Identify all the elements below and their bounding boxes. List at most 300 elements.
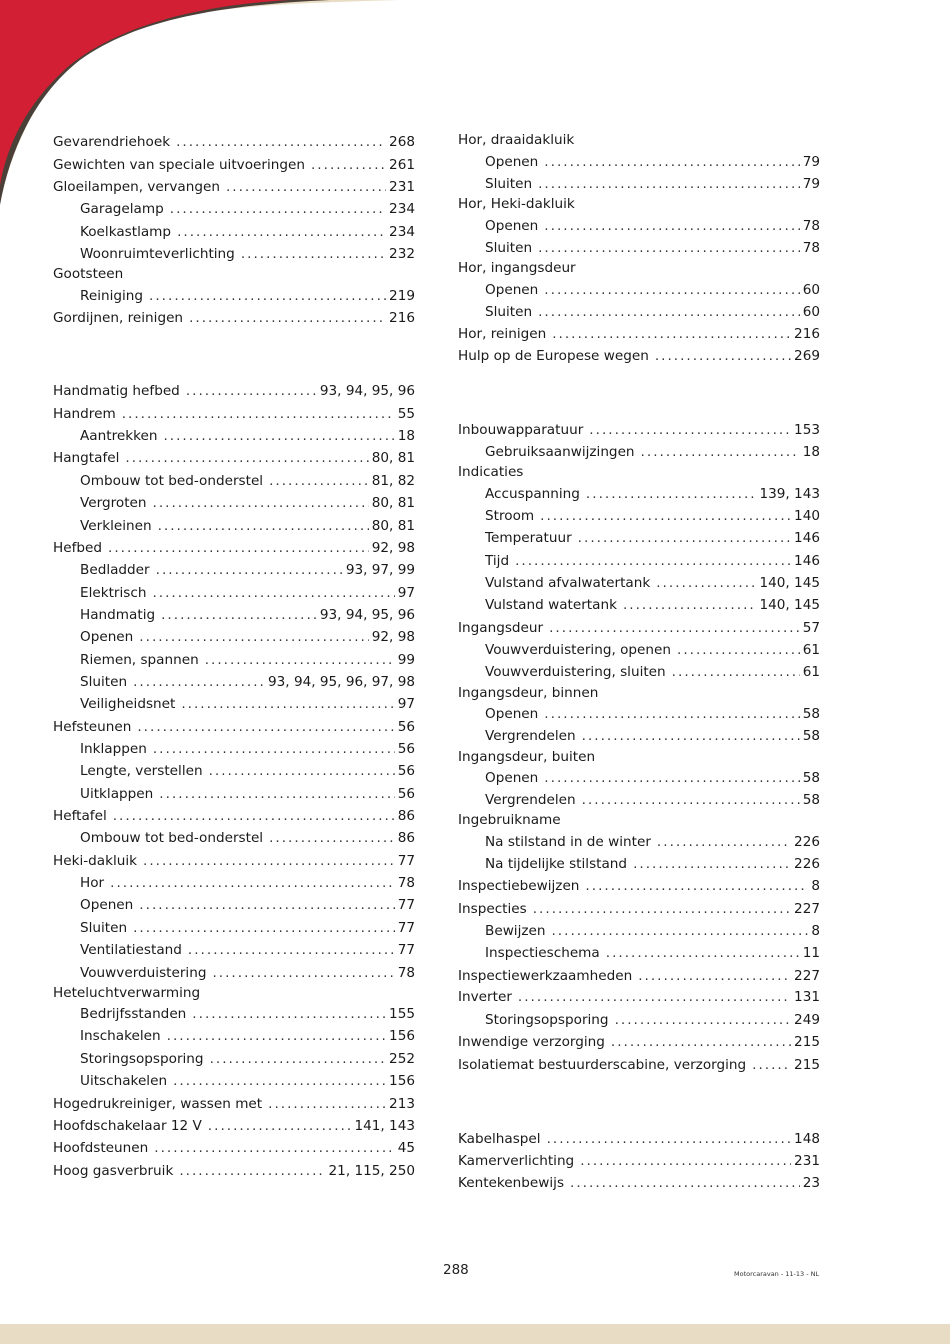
entry-label: Vulstand afvalwatertank [485,575,651,591]
entry-page-ref[interactable]: 86 [397,808,415,824]
entry-label: Storingsopsporing [80,1051,204,1067]
entry-page-ref[interactable]: 93, 94, 95, 96, 97, 98 [268,674,415,690]
index-entry [53,1093,415,1115]
dot-leader [656,572,756,594]
entry-label: Openen [80,897,134,913]
index-entry [458,746,820,768]
entry-page-ref[interactable]: 86 [397,830,415,846]
index-subentry [458,505,820,527]
dot-leader [515,550,791,572]
index-subentry [53,783,415,805]
dot-leader [226,176,386,198]
index-subentry [458,527,820,549]
index-entry [53,131,415,153]
entry-page-ref[interactable]: 216 [389,310,415,326]
index-entry [53,380,415,402]
entry-page-ref[interactable]: 93, 97, 99 [345,562,415,578]
entry-page-ref[interactable]: 153 [794,422,820,438]
entry-page-ref[interactable]: 18 [397,428,415,444]
entry-page-ref[interactable]: 155 [389,1006,415,1022]
index-subentry [53,894,415,916]
entry-page-ref[interactable]: 252 [389,1051,415,1067]
dot-leader [153,492,369,514]
entry-label: Hangtafel [53,450,120,466]
dot-leader [212,962,394,984]
dot-leader [533,898,791,920]
dot-leader [167,1025,386,1047]
entry-page-ref[interactable]: 57 [802,620,820,636]
entry-label: Hor [80,875,105,891]
dot-leader [311,154,386,176]
entry-label: Hor, Heki-dakluik [458,196,575,212]
index-subentry [458,441,820,463]
entry-label: Ventilatiestand [80,942,182,958]
entry-page-ref[interactable]: 77 [397,897,415,913]
entry-page-ref[interactable]: 140 [794,508,820,524]
dot-leader [269,470,369,492]
index-entry [53,850,415,872]
dot-leader [585,875,808,897]
entry-page-ref[interactable]: 99 [397,652,415,668]
index-subentry [53,285,415,307]
index-entry [458,323,820,345]
entry-label: Inschakelen [80,1028,161,1044]
entry-page-ref[interactable]: 18 [802,444,820,460]
entry-label: Bedrijfsstanden [80,1006,187,1022]
entry-label: Inspecties [458,901,527,917]
entry-page-ref[interactable]: 215 [794,1057,820,1073]
entry-label: Sluiten [80,674,128,690]
entry-page-ref[interactable]: 58 [802,706,820,722]
index-subentry [53,939,415,961]
entry-label: Openen [485,282,539,298]
dot-leader [544,703,799,725]
entry-label: Vergrendelen [485,792,576,808]
entry-page-ref[interactable]: 55 [397,406,415,422]
index-subentry [458,725,820,747]
dot-leader [241,243,386,265]
entry-label: Accuspanning [485,486,580,502]
entry-page-ref[interactable]: 58 [802,770,820,786]
index-entry [53,154,415,176]
entry-label: Ombouw tot bed-onderstel [80,830,264,846]
entry-page-ref[interactable]: 234 [389,224,415,240]
index-subentry [53,470,415,492]
entry-page-ref[interactable]: 156 [389,1028,415,1044]
index-subentry [53,649,415,671]
entry-page-ref[interactable]: 78 [397,875,415,891]
entry-page-ref[interactable]: 216 [794,326,820,342]
dot-leader [137,716,394,738]
index-subentry [458,703,820,725]
entry-label: Hoofdschakelaar 12 V [53,1118,202,1134]
entry-label: Openen [485,770,539,786]
index-subentry [458,301,820,323]
index-entry [458,461,820,483]
index-entry [53,1115,415,1137]
entry-label: Na tijdelijke stilstand [485,856,628,872]
dot-leader [582,789,800,811]
dot-leader [580,1150,791,1172]
dot-leader [518,986,791,1008]
dot-leader [582,725,800,747]
index-subentry [53,425,415,447]
entry-page-ref[interactable]: 56 [397,786,415,802]
index-entry [458,257,820,279]
dot-leader [544,151,799,173]
index-entry [458,193,820,215]
entry-label: Sluiten [485,240,533,256]
index-subentry [458,572,820,594]
dot-leader [154,1137,394,1159]
entry-label: Kentekenbewijs [458,1175,565,1191]
dot-leader [606,942,800,964]
entry-label: Vouwverduistering, sluiten [485,664,666,680]
entry-page-ref[interactable]: 61 [802,664,820,680]
entry-page-ref[interactable]: 79 [802,176,820,192]
entry-page-ref[interactable]: 79 [802,154,820,170]
index-entry [458,682,820,704]
index-subentry [458,215,820,237]
index-subentry [53,1048,415,1070]
entry-page-ref[interactable]: 8 [811,923,820,939]
entry-page-ref[interactable]: 215 [794,1034,820,1050]
entry-label: Gloeilampen, vervangen [53,179,220,195]
dot-leader [657,831,791,853]
dot-leader [208,1115,352,1137]
entry-page-ref[interactable]: 56 [397,741,415,757]
dot-leader [181,693,394,715]
dot-leader [159,783,394,805]
dot-leader [153,738,395,760]
dot-leader [192,1003,386,1025]
index-subentry [53,221,415,243]
entry-page-ref[interactable]: 249 [794,1012,820,1028]
dot-leader [268,1093,386,1115]
dot-leader [538,301,800,323]
index-subentry [53,827,415,849]
entry-label: Sluiten [485,176,533,192]
entry-label: Uitklappen [80,786,154,802]
entry-label: Lengte, verstellen [80,763,203,779]
entry-page-ref[interactable]: 60 [802,282,820,298]
entry-page-ref[interactable]: 232 [389,246,415,262]
entry-page-ref[interactable]: 77 [397,942,415,958]
entry-label: Gevarendriehoek [53,134,171,150]
entry-label: Verkleinen [80,518,152,534]
index-entry [458,1054,820,1076]
dot-leader [177,221,386,243]
entry-page-ref[interactable]: 60 [802,304,820,320]
index-subentry [53,962,415,984]
index-entry [458,965,820,987]
entry-label: Handmatig hefbed [53,383,180,399]
entry-page-ref[interactable]: 231 [794,1153,820,1169]
entry-label: Na stilstand in de winter [485,834,651,850]
entry-label: Ombouw tot bed-onderstel [80,473,264,489]
index-subentry [53,671,415,693]
entry-page-ref[interactable]: 268 [389,134,415,150]
index-subentry [53,872,415,894]
index-entry [458,617,820,639]
entry-label: Riemen, spannen [80,652,199,668]
entry-label: Kabelhaspel [458,1131,541,1147]
dot-leader [189,307,386,329]
entry-label: Hefsteunen [53,719,132,735]
dot-leader [173,1070,386,1092]
index-entry [53,805,415,827]
entry-page-ref[interactable]: 140, 145 [759,597,820,613]
index-entry [458,1150,820,1172]
entry-label: Tijd [485,553,510,569]
entry-label: Vulstand watertank [485,597,617,613]
entry-page-ref[interactable]: 141, 143 [354,1118,415,1134]
entry-page-ref[interactable]: 148 [794,1131,820,1147]
index-entry [53,1137,415,1159]
entry-label: Ingangsdeur [458,620,544,636]
index-entry [458,875,820,897]
dot-leader [586,483,757,505]
entry-page-ref[interactable]: 78 [397,965,415,981]
index-subentry [458,594,820,616]
entry-page-ref[interactable]: 226 [794,856,820,872]
entry-label: Vergroten [80,495,147,511]
dot-leader [551,920,808,942]
dot-leader [269,827,395,849]
entry-page-ref[interactable]: 80, 81 [371,495,415,511]
entry-page-ref[interactable]: 58 [802,792,820,808]
entry-label: Inbouwapparatuur [458,422,584,438]
entry-label: Inwendige verzorging [458,1034,605,1050]
entry-label: Gewichten van speciale uitvoeringen [53,157,305,173]
entry-label: Ingangsdeur, buiten [458,749,596,765]
dot-leader [544,767,799,789]
dot-leader [158,515,369,537]
dot-leader [589,419,791,441]
dot-leader [209,760,395,782]
entry-label: Heftafel [53,808,107,824]
dot-leader [133,917,395,939]
index-entry [53,1160,415,1182]
dot-leader [540,505,791,527]
index-subentry [458,151,820,173]
entry-page-ref[interactable]: 139, 143 [759,486,820,502]
index-subentry [458,550,820,572]
index-entry [458,1128,820,1150]
dot-leader [179,1160,325,1182]
index-subentry [458,942,820,964]
entry-page-ref[interactable]: 234 [389,201,415,217]
entry-page-ref[interactable]: 227 [794,901,820,917]
index-entry [458,129,820,151]
dot-leader [163,425,394,447]
index-entry [458,809,820,831]
entry-page-ref[interactable]: 131 [794,989,820,1005]
dot-leader [188,939,395,961]
entry-label: Inspectiebewijzen [458,878,580,894]
index-entry [53,982,415,1004]
index-subentry [53,604,415,626]
index-subentry [458,639,820,661]
dot-leader [552,323,791,345]
dot-leader [677,639,800,661]
dot-leader [156,559,343,581]
entry-page-ref[interactable]: 93, 94, 95, 96 [319,607,415,623]
dot-leader [108,537,369,559]
dot-leader [544,215,799,237]
index-entry [53,537,415,559]
entry-page-ref[interactable]: 78 [802,240,820,256]
entry-label: Heki-dakluik [53,853,138,869]
dot-leader [615,1009,791,1031]
entry-label: Hor, reinigen [458,326,547,342]
index-subentry [458,789,820,811]
entry-page-ref[interactable]: 97 [397,585,415,601]
entry-page-ref[interactable]: 8 [811,878,820,894]
dot-leader [655,345,791,367]
entry-page-ref[interactable]: 78 [802,218,820,234]
entry-label: Temperatuur [485,530,572,546]
entry-label: Veiligheidsnet [80,696,176,712]
dot-leader [149,285,386,307]
index-entry [458,986,820,1008]
entry-page-ref[interactable]: 11 [802,945,820,961]
page-number: 288 [443,1262,469,1278]
entry-label: Bedladder [80,562,150,578]
index-subentry [458,831,820,853]
index-subentry [53,917,415,939]
entry-label: Hor, draaidakluik [458,132,575,148]
entry-label: Openen [485,706,539,722]
entry-page-ref[interactable]: 231 [389,179,415,195]
entry-page-ref[interactable]: 21, 115, 250 [328,1163,415,1179]
index-subentry [53,1003,415,1025]
entry-page-ref[interactable]: 92, 98 [371,629,415,645]
index-subentry [53,1025,415,1047]
dot-leader [110,872,395,894]
dot-leader [205,649,395,671]
entry-page-ref[interactable]: 146 [794,553,820,569]
entry-page-ref[interactable]: 56 [397,763,415,779]
dot-leader [113,805,395,827]
dot-leader [122,403,395,425]
entry-page-ref[interactable]: 213 [389,1096,415,1112]
entry-page-ref[interactable]: 45 [397,1140,415,1156]
entry-page-ref[interactable]: 77 [397,920,415,936]
entry-label: Ingebruikname [458,812,561,828]
index-entry [458,1031,820,1053]
entry-page-ref[interactable]: 146 [794,530,820,546]
dot-leader [125,447,368,469]
entry-label: Vouwverduistering, openen [485,642,672,658]
entry-label: Openen [485,218,539,234]
dot-leader [538,173,800,195]
entry-label: Stroom [485,508,535,524]
index-subentry [53,738,415,760]
entry-label: Uitschakelen [80,1073,168,1089]
entry-label: Kamerverlichting [458,1153,575,1169]
index-subentry [53,1070,415,1092]
entry-label: Sluiten [485,304,533,320]
entry-label: Gebruiksaanwijzingen [485,444,635,460]
dot-leader [152,582,394,604]
dot-leader [133,671,265,693]
entry-label: Heteluchtverwarming [53,985,201,1001]
entry-label: Koelkastlamp [80,224,172,240]
index-entry [53,307,415,329]
entry-page-ref[interactable]: 269 [794,348,820,364]
entry-page-ref[interactable]: 227 [794,968,820,984]
entry-page-ref[interactable]: 93, 94, 95, 96 [319,383,415,399]
index-subentry [53,582,415,604]
index-subentry [458,920,820,942]
dot-leader [143,850,395,872]
entry-label: Handmatig [80,607,156,623]
entry-label: Hefbed [53,540,102,556]
entry-page-ref[interactable]: 61 [802,642,820,658]
entry-page-ref[interactable]: 226 [794,834,820,850]
entry-label: Reiniging [80,288,144,304]
dot-leader [139,626,368,648]
entry-page-ref[interactable]: 80, 81 [371,518,415,534]
index-entry [458,898,820,920]
entry-page-ref[interactable]: 261 [389,157,415,173]
index-subentry [53,492,415,514]
entry-page-ref[interactable]: 80, 81 [371,450,415,466]
entry-label: Elektrisch [80,585,147,601]
index-subentry [458,661,820,683]
entry-page-ref[interactable]: 56 [397,719,415,735]
entry-label: Inverter [458,989,512,1005]
dot-leader [633,853,791,875]
index-subentry [53,243,415,265]
index-subentry [53,515,415,537]
entry-page-ref[interactable]: 219 [389,288,415,304]
entry-label: Openen [80,629,134,645]
index-subentry [458,279,820,301]
dot-leader [210,1048,386,1070]
entry-label: Gootsteen [53,266,124,282]
dot-leader [570,1172,800,1194]
dot-leader [549,617,800,639]
entry-page-ref[interactable]: 140, 145 [759,575,820,591]
dot-leader [578,527,791,549]
entry-page-ref[interactable]: 81, 82 [371,473,415,489]
index-subentry [458,1009,820,1031]
entry-page-ref[interactable]: 97 [397,696,415,712]
dot-leader [186,380,317,402]
dot-leader [672,661,800,683]
footer-band [0,1324,950,1344]
entry-label: Inspectieschema [485,945,600,961]
entry-page-ref[interactable]: 23 [802,1175,820,1191]
index-entry [53,403,415,425]
entry-label: Gordijnen, reinigen [53,310,184,326]
entry-label: Hogedrukreiniger, wassen met [53,1096,263,1112]
dot-leader [611,1031,791,1053]
entry-label: Woonruimteverlichting [80,246,235,262]
entry-label: Sluiten [80,920,128,936]
entry-page-ref[interactable]: 58 [802,728,820,744]
dot-leader [623,594,756,616]
entry-label: Hoog gasverbruik [53,1163,174,1179]
dot-leader [547,1128,791,1150]
entry-page-ref[interactable]: 156 [389,1073,415,1089]
index-subentry [458,237,820,259]
entry-page-ref[interactable]: 92, 98 [371,540,415,556]
entry-label: Hor, ingangsdeur [458,260,576,276]
entry-page-ref[interactable]: 77 [397,853,415,869]
